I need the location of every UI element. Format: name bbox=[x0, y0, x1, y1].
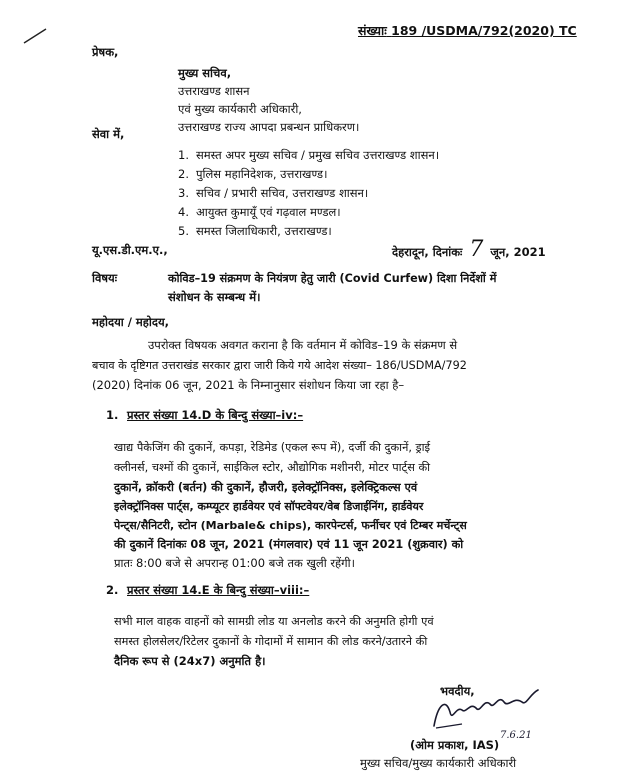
reference-value: 189 /USDMA/792(2020) TC bbox=[391, 23, 577, 38]
point-1-line: खाद्य पैकेजिंग की दुकानें, कपड़ा, रेडिमेड (एकल रूप में), दर्जी की दुकानें, ड्राई bbox=[114, 441, 431, 454]
signature-date: 7.6.21 bbox=[500, 730, 532, 741]
point-2-heading: प्रस्तर संख्या 14.E के बिन्दु संख्या–viii:– bbox=[127, 583, 310, 597]
intro-line-1: उपरोक्त विषयक अवगत कराना है कि वर्तमान में कोविड–19 के संक्रमण से bbox=[148, 338, 458, 352]
recipient-item: 4. आयुक्त कुमायूँ एवं गढ़वाल मण्डल। bbox=[178, 205, 341, 219]
point-2-number: 2. bbox=[106, 583, 119, 597]
intro-line-2: बचाव के दृष्टिगत उत्तराखंड सरकार द्वारा जारी किये गये आदेश संख्या– 186/USDMA/792 bbox=[92, 359, 467, 372]
sender-line-2: उत्तराखण्ड शासन bbox=[178, 84, 250, 98]
subject-line-2: संशोधन के सम्बन्ध में। bbox=[168, 290, 261, 304]
intro-line-3: (2020) दिनांक 06 जून, 2021 के निम्नानुसार संशोधन किया जा रहा है– bbox=[92, 378, 405, 392]
recipient-item: 5. समस्त जिलाधिकारी, उत्तराखण्ड। bbox=[178, 224, 332, 238]
point-1-line: इलेक्ट्रॉनिक्स पार्ट्स, कम्प्यूटर हार्डवेयर एवं सॉफ्टवेयर/वेब डिजाईनिंग, हार्डवेयर bbox=[114, 500, 424, 513]
recipient-item: 1. समस्त अपर मुख्य सचिव / प्रमुख सचिव उत्तराखण्ड शासन। bbox=[178, 148, 440, 162]
point-1-line: प्रातः 8:00 बजे से अपरान्ह 01:00 बजे तक खुली रहेंगी। bbox=[114, 556, 355, 570]
subject-line-1: कोविड–19 संक्रमण के नियंत्रण हेतु जारी (Covid Curfew) दिशा निर्देशों में bbox=[168, 272, 497, 285]
sender-line-3: एवं मुख्य कार्यकारी अधिकारी, bbox=[178, 102, 302, 116]
point-2-line: दैनिक रूप से (24x7) अनुमति है। bbox=[114, 654, 266, 668]
point-1-number: 1. bbox=[106, 408, 119, 422]
place-date bbox=[392, 237, 546, 262]
point-1-line: क्लीनर्स, चश्मों की दुकानें, साईकिल स्टोर, औद्योगिक मशीनरी, मोटर पार्ट्स की bbox=[114, 461, 431, 474]
sender-line-4: उत्तराखण्ड राज्य आपदा प्रबन्धन प्राधिकरण। bbox=[178, 120, 360, 134]
sender-label: प्रेषक, bbox=[92, 45, 119, 59]
point-1-line: दुकानें, क्रॉकरी (बर्तन) की दुकानें, हौजरी, इलेक्ट्रॉनिक्स, इलेक्ट्रिकल्स एवं bbox=[114, 481, 418, 494]
sender-line-1: मुख्य सचिव, bbox=[178, 66, 232, 80]
recipient-item: 2. पुलिस महानिदेशक, उत्तराखण्ड। bbox=[178, 167, 328, 181]
reference-number bbox=[358, 22, 577, 39]
office-code: यू.एस.डी.एम.ए., bbox=[92, 243, 168, 257]
recipients-list bbox=[178, 146, 439, 241]
signatory-name: (ओम प्रकाश, IAS) bbox=[410, 738, 500, 752]
subject-label: विषयः bbox=[92, 271, 118, 285]
point-1-line: की दुकानें दिनांकः 08 जून, 2021 (मंगलवार) एवं 11 जून 2021 (शुक्रवार) को bbox=[114, 538, 464, 551]
date-prefix: देहरादून, दिनांकः bbox=[392, 245, 463, 259]
point-2-line: सभी माल वाहक वाहनों को सामग्री लोड या अनलोड करने की अनुमति होगी एवं bbox=[114, 615, 434, 628]
handwritten-signature bbox=[426, 684, 556, 742]
recipient-item: 3. सचिव / प्रभारी सचिव, उत्तराखण्ड शासन। bbox=[178, 186, 369, 200]
point-2-line: समस्त होलसेलर/रिटेलर दुकानों के गोदामों में सामान की लोड करने/उतारने की bbox=[114, 635, 428, 648]
recipients-label: सेवा में, bbox=[92, 127, 125, 141]
signatory-designation: मुख्य सचिव/मुख्य कार्यकारी अधिकारी bbox=[360, 756, 517, 770]
point-1-heading: प्रस्तर संख्या 14.D के बिन्दु संख्या–iv:– bbox=[127, 408, 304, 422]
point-1-line: पेन्ट्स/सैनिटरी, स्टोन (Marbale& chips), कारपेन्टर्स, फर्नीचर एवं टिम्बर मर्चेन्ट्स bbox=[114, 519, 467, 532]
margin-pen-mark bbox=[22, 26, 50, 46]
date-rest: जून, 2021 bbox=[490, 245, 546, 259]
closing-yours: भवदीय, bbox=[440, 684, 475, 698]
date-day: 7 bbox=[469, 237, 484, 262]
reference-label: संख्याः bbox=[358, 23, 387, 38]
salutation: महोदया / महोदय, bbox=[92, 315, 170, 329]
